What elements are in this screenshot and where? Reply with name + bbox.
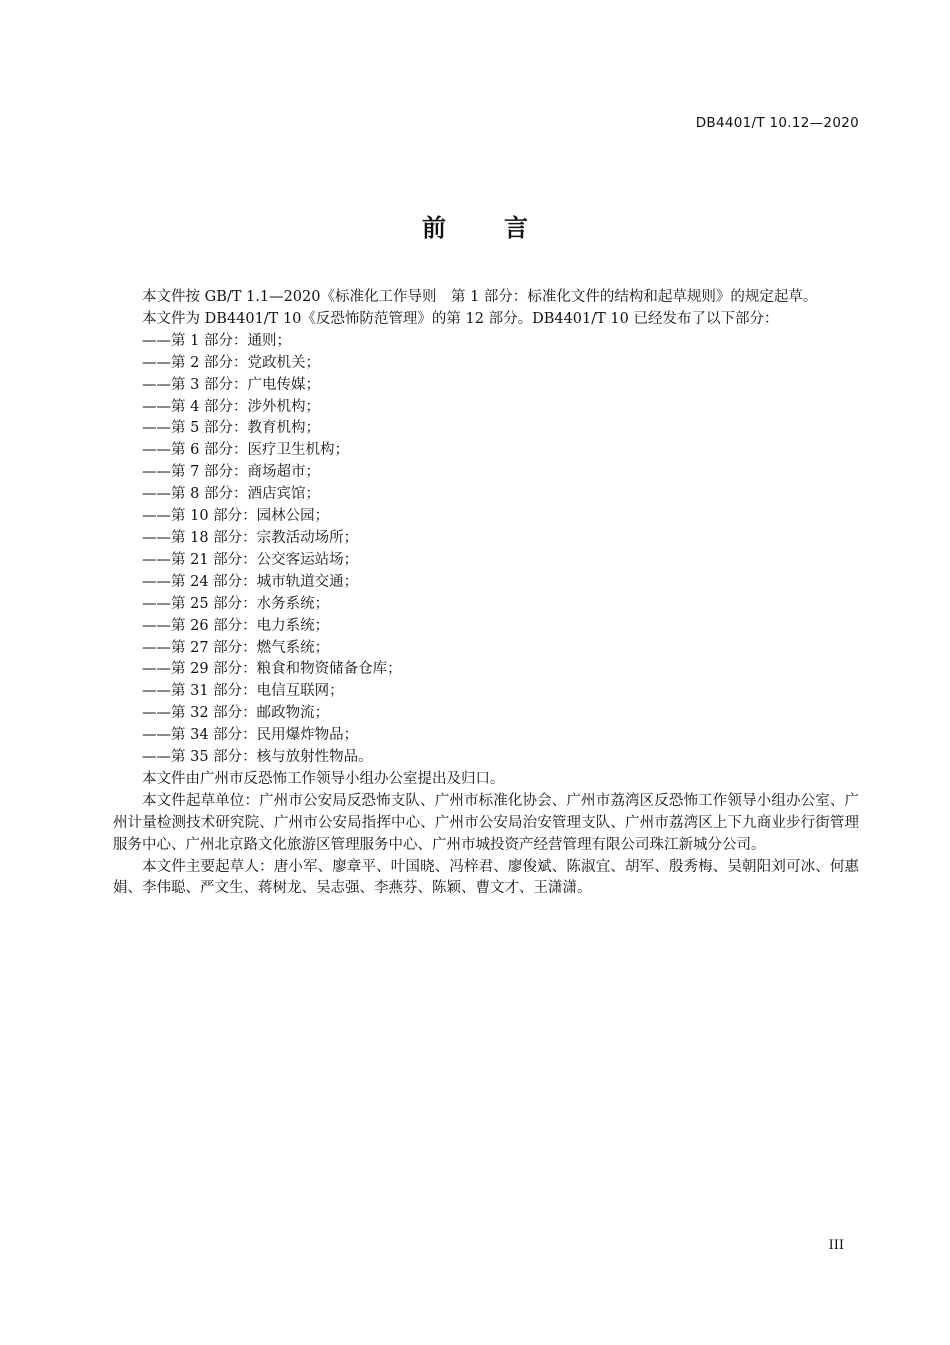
paragraph-proposer: 本文件由广州市反恐怖工作领导小组办公室提出及归口。: [142, 770, 505, 787]
list-item: ——第 21 部分：公交客运站场；: [142, 551, 359, 568]
list-item: ——第 10 部分：园林公园；: [142, 508, 330, 525]
paragraph-series-intro: 本文件为 DB4401/T 10《反恐怖防范管理》的第 12 部分。DB4401/T 10 已经发布了以下部分：: [142, 310, 779, 327]
list-item: ——第 27 部分：燃气系统；: [142, 639, 330, 656]
list-item: ——第 2 部分：党政机关；: [142, 354, 320, 371]
list-item: ——第 26 部分：电力系统；: [142, 617, 330, 634]
list-item: ——第 31 部分：电信互联网；: [142, 683, 344, 700]
list-item: ——第 34 部分：民用爆炸物品；: [142, 727, 359, 744]
parts-list: [113, 331, 859, 769]
list-item: ——第 29 部分：粮食和物资储备仓库；: [142, 661, 402, 678]
paragraph-drafters: 本文件主要起草人：唐小军、廖章平、叶国晓、冯梓君、廖俊斌、陈淑宜、胡军、殷秀梅、吴朝阳刘可冰、何惠娟、李伟聪、严文生、蒋树龙、吴志强、李燕芬、陈颖、曹文才、王潇潇。: [113, 858, 859, 897]
list-item: ——第 1 部分：通则；: [142, 332, 291, 349]
list-item: ——第 7 部分：商场超市；: [142, 464, 320, 481]
list-item: ——第 18 部分：宗教活动场所；: [142, 529, 359, 546]
list-item: ——第 25 部分：水务系统；: [142, 595, 330, 612]
list-item: ——第 4 部分：涉外机构；: [142, 398, 320, 415]
list-item: ——第 24 部分：城市轨道交通；: [142, 573, 359, 590]
list-item: ——第 8 部分：酒店宾馆；: [142, 486, 320, 503]
foreword-body: [113, 287, 859, 900]
paragraph-drafting-units: 本文件起草单位：广州市公安局反恐怖支队、广州市标准化协会、广州市荔湾区反恐怖工作领导小组办公室、广州计量检测技术研究院、广州市公安局指挥中心、广州市公安局治安管理支队、广州市荔湾区上下九商业步行街管理服务中心、广州北京路文化旅游区管理服务中心、广州市城投资产经营管理有限公司珠江新城分公司。: [113, 792, 859, 853]
paragraph-drafting-rules: 本文件按 GB/T 1.1—2020《标准化工作导则 第 1 部分：标准化文件的结构和起草规则》的规定起草。: [142, 289, 818, 305]
list-item: ——第 5 部分：教育机构；: [142, 420, 320, 437]
document-code: DB4401/T 10.12—2020: [695, 115, 859, 131]
page-number: III: [828, 1238, 844, 1253]
page-title: 前言: [422, 214, 586, 242]
list-item: ——第 3 部分：广电传媒；: [142, 376, 320, 393]
list-item: ——第 6 部分：医疗卫生机构；: [142, 442, 349, 459]
list-item: ——第 32 部分：邮政物流；: [142, 705, 330, 722]
list-item: ——第 35 部分：核与放射性物品。: [142, 749, 373, 766]
